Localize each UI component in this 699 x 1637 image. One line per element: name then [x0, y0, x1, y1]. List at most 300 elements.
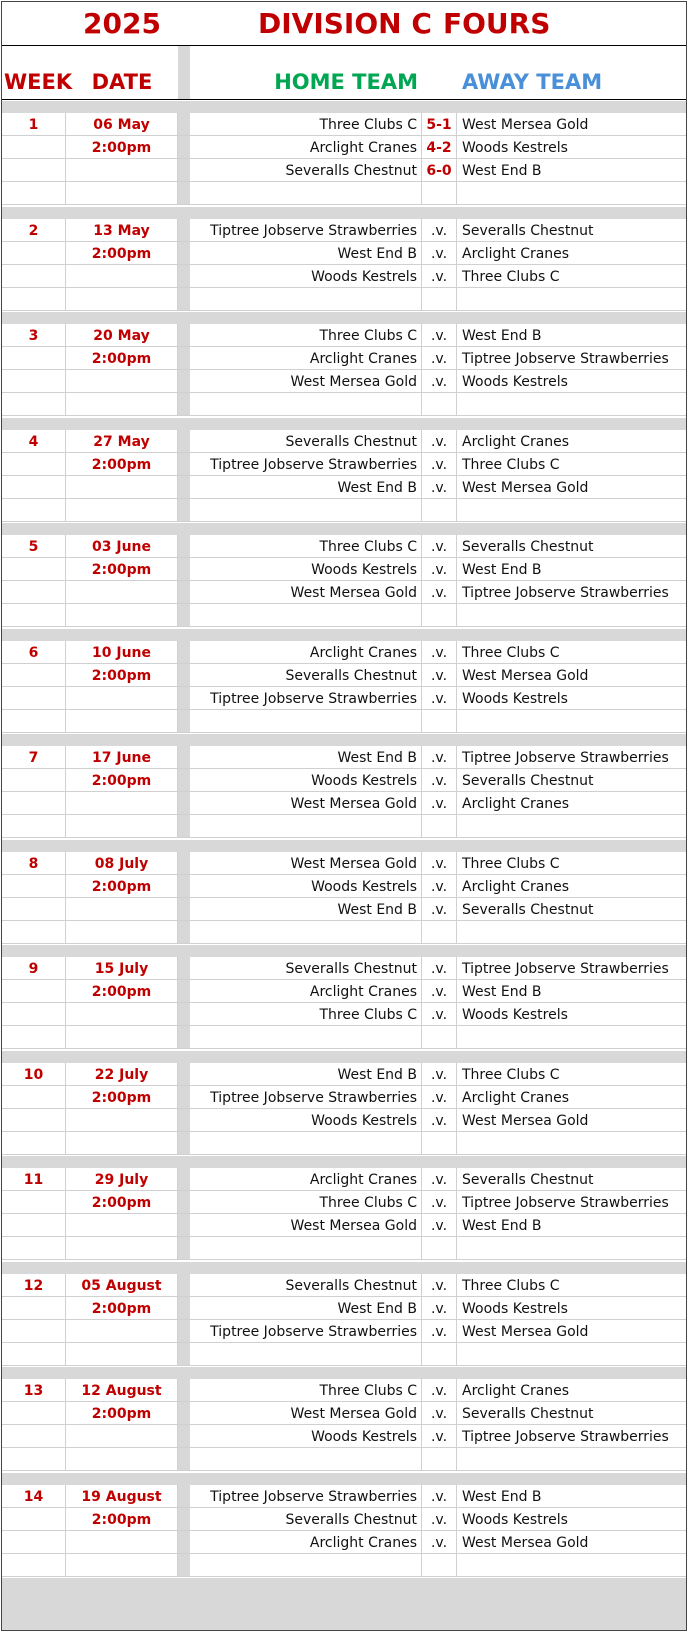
fixture-row [2, 1214, 687, 1237]
versus-label: .v. [422, 687, 457, 709]
home-team: Three Clubs C [190, 535, 422, 557]
versus-label: .v. [422, 898, 457, 920]
match-date: 12 August [66, 1379, 178, 1401]
week-number [2, 581, 66, 603]
week-number [2, 1026, 66, 1048]
versus-label: .v. [422, 1425, 457, 1447]
week-number [2, 1343, 66, 1365]
away-team: Arclight Cranes [462, 1383, 570, 1399]
week-number [2, 898, 66, 920]
column-gap [178, 265, 190, 287]
match-date [66, 159, 178, 181]
away-team: Severalls Chestnut [462, 539, 594, 555]
home-team: West Mersea Gold [190, 1402, 422, 1424]
fixture-row [2, 1109, 687, 1132]
home-team: Tiptree Jobserve Strawberries [190, 687, 422, 709]
week-separator [2, 840, 687, 852]
match-date: 19 August [66, 1485, 178, 1507]
away-team: West End B [462, 984, 542, 1000]
versus-label: .v. [422, 980, 457, 1002]
week-number [2, 159, 66, 181]
match-date [66, 1109, 178, 1131]
week-separator [2, 1262, 687, 1274]
week-number [2, 558, 66, 580]
blank-row [2, 499, 687, 522]
blank-row [2, 921, 687, 944]
match-date [66, 1214, 178, 1236]
home-team-header: HOME TEAM [274, 70, 418, 94]
home-team: Severalls Chestnut [190, 1508, 422, 1530]
away-team: Three Clubs C [462, 456, 560, 473]
week-number [2, 1003, 66, 1025]
home-team: Tiptree Jobserve Strawberries [190, 1086, 422, 1108]
versus-label: .v. [422, 1168, 457, 1190]
home-team: Tiptree Jobserve Strawberries [190, 219, 422, 241]
column-gap [178, 370, 190, 392]
home-team: Tiptree Jobserve Strawberries [190, 1485, 422, 1507]
versus-label: .v. [422, 324, 457, 346]
match-date [66, 1320, 178, 1342]
column-gap [178, 792, 190, 814]
week-number [2, 136, 66, 158]
fixture-row [2, 558, 687, 581]
column-gap [178, 746, 190, 768]
match-time: 2:00pm [66, 453, 178, 475]
fixture-row [2, 1274, 687, 1297]
match-time: 2:00pm [66, 875, 178, 897]
date-header: DATE [91, 70, 153, 94]
away-team: West End B [462, 1218, 542, 1234]
match-date [66, 1425, 178, 1447]
week-number [2, 453, 66, 475]
away-team: Tiptree Jobserve Strawberries [462, 750, 669, 766]
column-gap [178, 430, 190, 452]
away-team: West End B [462, 1488, 542, 1505]
versus-label: .v. [422, 558, 457, 580]
home-team: Severalls Chestnut [190, 664, 422, 686]
column-gap [178, 1485, 190, 1507]
week-number [2, 980, 66, 1002]
week-separator [2, 523, 687, 535]
column-gap [178, 664, 190, 686]
week-number [2, 875, 66, 897]
week-number [2, 242, 66, 264]
week-number: 2 [2, 219, 66, 241]
fixture-row [2, 159, 687, 182]
away-team: Arclight Cranes [462, 796, 570, 812]
match-date: 08 July [66, 852, 178, 874]
fixture-row [2, 535, 687, 558]
match-date [66, 1531, 178, 1553]
away-team: West Mersea Gold [462, 117, 589, 133]
versus-label: .v. [422, 347, 457, 369]
away-team: Three Clubs C [462, 1066, 560, 1083]
away-team: West Mersea Gold [462, 1112, 589, 1129]
column-gap [178, 875, 190, 897]
fixture-row [2, 1425, 687, 1448]
fixture-row [2, 113, 687, 136]
away-team: West End B [462, 328, 542, 344]
blank-row [2, 1343, 687, 1366]
match-time: 2:00pm [66, 558, 178, 580]
fixture-row [2, 1168, 687, 1191]
footer-band [2, 1578, 687, 1631]
column-gap [178, 1132, 190, 1154]
column-gap [178, 476, 190, 498]
week-number [2, 604, 66, 626]
column-gap [178, 1320, 190, 1342]
home-team: Three Clubs C [190, 1191, 422, 1213]
away-team: West Mersea Gold [462, 1534, 589, 1551]
match-date [66, 288, 178, 310]
away-team: Arclight Cranes [462, 245, 570, 262]
week-number: 11 [2, 1168, 66, 1190]
home-team: Woods Kestrels [190, 1109, 422, 1131]
away-team: Tiptree Jobserve Strawberries [462, 585, 669, 601]
week-number: 3 [2, 324, 66, 346]
match-date [66, 581, 178, 603]
week-number [2, 921, 66, 943]
week-number [2, 769, 66, 791]
fixture-row [2, 769, 687, 792]
home-team: Woods Kestrels [190, 769, 422, 791]
week-number [2, 347, 66, 369]
week-separator [2, 1473, 687, 1485]
fixture-row [2, 265, 687, 288]
home-team: Arclight Cranes [190, 641, 422, 663]
versus-label: .v. [422, 535, 457, 557]
column-gap [178, 1274, 190, 1296]
column-gap [178, 1343, 190, 1365]
away-team: Severalls Chestnut [462, 1406, 594, 1422]
column-gap [178, 1109, 190, 1131]
week-number [2, 664, 66, 686]
match-date: 15 July [66, 957, 178, 979]
match-date: 27 May [66, 430, 178, 452]
week-number [2, 182, 66, 204]
match-time: 2:00pm [66, 769, 178, 791]
column-gap [178, 957, 190, 979]
versus-label: .v. [422, 219, 457, 241]
versus-label: .v. [422, 453, 457, 475]
blank-row [2, 182, 687, 205]
versus-label: .v. [422, 746, 457, 768]
week-separator [2, 418, 687, 430]
column-gap [178, 815, 190, 837]
away-team: Woods Kestrels [462, 1511, 568, 1528]
home-team: Arclight Cranes [190, 1531, 422, 1553]
away-team: Woods Kestrels [462, 140, 568, 156]
fixture-row [2, 370, 687, 393]
column-gap [178, 687, 190, 709]
match-date: 13 May [66, 219, 178, 241]
column-gap [178, 324, 190, 346]
week-number: 8 [2, 852, 66, 874]
versus-label: .v. [422, 1214, 457, 1236]
match-time: 2:00pm [66, 136, 178, 158]
column-gap [178, 136, 190, 158]
match-date [66, 710, 178, 732]
column-gap [178, 393, 190, 415]
away-team: Woods Kestrels [462, 374, 568, 390]
versus-label: .v. [422, 1402, 457, 1424]
match-date [66, 1132, 178, 1154]
match-date [66, 1026, 178, 1048]
home-team: West Mersea Gold [190, 581, 422, 603]
week-number: 4 [2, 430, 66, 452]
column-gap [178, 288, 190, 310]
week-separator [2, 207, 687, 219]
week-separator [2, 945, 687, 957]
fixture-row [2, 664, 687, 687]
away-team: Arclight Cranes [462, 878, 570, 895]
match-date: 10 June [66, 641, 178, 663]
column-gap [178, 1425, 190, 1447]
versus-label: .v. [422, 1297, 457, 1319]
away-team-header: AWAY TEAM [462, 70, 603, 94]
column-gap [178, 581, 190, 603]
versus-label: .v. [422, 792, 457, 814]
away-team: Tiptree Jobserve Strawberries [462, 351, 669, 367]
column-gap [178, 347, 190, 369]
home-team: Three Clubs C [190, 1003, 422, 1025]
fixture-row [2, 476, 687, 499]
away-team: Woods Kestrels [462, 1007, 568, 1023]
week-number: 12 [2, 1274, 66, 1296]
column-gap [178, 1191, 190, 1213]
match-date [66, 604, 178, 626]
blank-row [2, 815, 687, 838]
column-gap [178, 1531, 190, 1553]
match-date [66, 898, 178, 920]
match-score: 6-0 [422, 159, 457, 181]
away-team: Tiptree Jobserve Strawberries [462, 961, 669, 977]
versus-label: .v. [422, 1109, 457, 1131]
away-team: Three Clubs C [462, 1277, 560, 1294]
home-team: West End B [190, 1063, 422, 1085]
fixture-row [2, 1063, 687, 1086]
home-team: Three Clubs C [190, 1379, 422, 1401]
home-team: West End B [190, 242, 422, 264]
match-time: 2:00pm [66, 1402, 178, 1424]
match-time: 2:00pm [66, 1086, 178, 1108]
match-time: 2:00pm [66, 242, 178, 264]
column-gap [178, 980, 190, 1002]
away-team: Woods Kestrels [462, 1300, 568, 1317]
column-gap [178, 1214, 190, 1236]
week-number [2, 499, 66, 521]
column-gap [178, 219, 190, 241]
match-date: 17 June [66, 746, 178, 768]
column-gap [178, 499, 190, 521]
match-date [66, 1448, 178, 1470]
week-number [2, 265, 66, 287]
week-number: 10 [2, 1063, 66, 1085]
division-title: DIVISION C [258, 7, 432, 40]
home-team: Arclight Cranes [190, 347, 422, 369]
week-number [2, 1508, 66, 1530]
fixture-row [2, 1191, 687, 1214]
week-separator [2, 734, 687, 746]
fixture-row [2, 875, 687, 898]
match-date [66, 921, 178, 943]
week-number [2, 393, 66, 415]
fixture-row [2, 1508, 687, 1531]
match-date [66, 792, 178, 814]
blank-row [2, 288, 687, 311]
column-gap [178, 113, 190, 135]
fixture-row [2, 430, 687, 453]
week-number [2, 1086, 66, 1108]
column-gap [178, 1508, 190, 1530]
week-number [2, 1425, 66, 1447]
match-score: 4-2 [422, 136, 457, 158]
home-team: Three Clubs C [190, 113, 422, 135]
column-gap [178, 769, 190, 791]
column-gap [178, 558, 190, 580]
title-row [2, 2, 687, 46]
away-team: Arclight Cranes [462, 1089, 570, 1106]
fixture-row [2, 1086, 687, 1109]
week-number [2, 288, 66, 310]
week-number [2, 815, 66, 837]
match-time: 2:00pm [66, 664, 178, 686]
header-row [2, 46, 687, 100]
format-title: FOURS [443, 7, 551, 40]
week-number [2, 710, 66, 732]
column-gap [178, 1402, 190, 1424]
week-number [2, 1214, 66, 1236]
week-number [2, 1554, 66, 1576]
home-team: Severalls Chestnut [190, 957, 422, 979]
blank-row [2, 1026, 687, 1049]
fixture-row [2, 453, 687, 476]
week-number: 7 [2, 746, 66, 768]
away-team: Three Clubs C [462, 644, 560, 661]
versus-label: .v. [422, 875, 457, 897]
fixture-row [2, 1320, 687, 1343]
match-date [66, 687, 178, 709]
match-time: 2:00pm [66, 1508, 178, 1530]
week-number [2, 1531, 66, 1553]
column-gap [178, 535, 190, 557]
match-date: 03 June [66, 535, 178, 557]
versus-label: .v. [422, 1063, 457, 1085]
column-gap [178, 641, 190, 663]
match-date [66, 499, 178, 521]
fixture-row [2, 641, 687, 664]
home-team: Severalls Chestnut [190, 430, 422, 452]
column-gap [178, 46, 190, 99]
versus-label: .v. [422, 1379, 457, 1401]
home-team: Tiptree Jobserve Strawberries [190, 1320, 422, 1342]
home-team: Tiptree Jobserve Strawberries [190, 453, 422, 475]
week-number: 5 [2, 535, 66, 557]
away-team: West End B [462, 562, 542, 578]
match-date: 05 August [66, 1274, 178, 1296]
fixture-row [2, 136, 687, 159]
column-gap [178, 159, 190, 181]
fixture-row [2, 957, 687, 980]
versus-label: .v. [422, 476, 457, 498]
blank-row [2, 710, 687, 733]
versus-label: .v. [422, 1086, 457, 1108]
column-gap [178, 1026, 190, 1048]
versus-label: .v. [422, 641, 457, 663]
week-header: WEEK [4, 70, 73, 94]
versus-label: .v. [422, 957, 457, 979]
away-team: Woods Kestrels [462, 690, 568, 707]
blank-row [2, 604, 687, 627]
week-number [2, 1191, 66, 1213]
match-date [66, 1554, 178, 1576]
home-team: West Mersea Gold [190, 852, 422, 874]
week-number: 1 [2, 113, 66, 135]
match-date [66, 1003, 178, 1025]
home-team: Three Clubs C [190, 324, 422, 346]
match-date [66, 182, 178, 204]
match-date: 20 May [66, 324, 178, 346]
blank-row [2, 1132, 687, 1155]
away-team: Tiptree Jobserve Strawberries [462, 1195, 669, 1211]
match-time: 2:00pm [66, 347, 178, 369]
match-time: 2:00pm [66, 1191, 178, 1213]
week-number [2, 1402, 66, 1424]
week-number [2, 792, 66, 814]
fixture-sheet [1, 1, 687, 1631]
column-gap [178, 1379, 190, 1401]
versus-label: .v. [422, 1320, 457, 1342]
fixture-row [2, 1297, 687, 1320]
column-gap [178, 182, 190, 204]
away-team: Severalls Chestnut [462, 901, 594, 918]
match-date [66, 370, 178, 392]
home-team: Woods Kestrels [190, 1425, 422, 1447]
versus-label: .v. [422, 430, 457, 452]
home-team: West End B [190, 476, 422, 498]
match-date [66, 1237, 178, 1259]
blank-row [2, 1448, 687, 1471]
column-gap [178, 852, 190, 874]
fixture-row [2, 746, 687, 769]
match-date [66, 815, 178, 837]
match-time: 2:00pm [66, 1297, 178, 1319]
match-date: 29 July [66, 1168, 178, 1190]
home-team: West End B [190, 898, 422, 920]
week-number: 13 [2, 1379, 66, 1401]
away-team: West Mersea Gold [462, 1323, 589, 1340]
fixture-row [2, 1379, 687, 1402]
versus-label: .v. [422, 581, 457, 603]
home-team: Woods Kestrels [190, 265, 422, 287]
column-gap [178, 1063, 190, 1085]
versus-label: .v. [422, 1508, 457, 1530]
column-gap [178, 604, 190, 626]
column-gap [178, 1003, 190, 1025]
week-number [2, 1320, 66, 1342]
match-date [66, 1343, 178, 1365]
match-time: 2:00pm [66, 980, 178, 1002]
week-number [2, 1237, 66, 1259]
week-number [2, 1109, 66, 1131]
fixture-row [2, 324, 687, 347]
blank-row [2, 1237, 687, 1260]
fixture-row [2, 1485, 687, 1508]
match-date [66, 393, 178, 415]
match-date [66, 476, 178, 498]
fixture-row [2, 687, 687, 710]
fixture-row [2, 219, 687, 242]
